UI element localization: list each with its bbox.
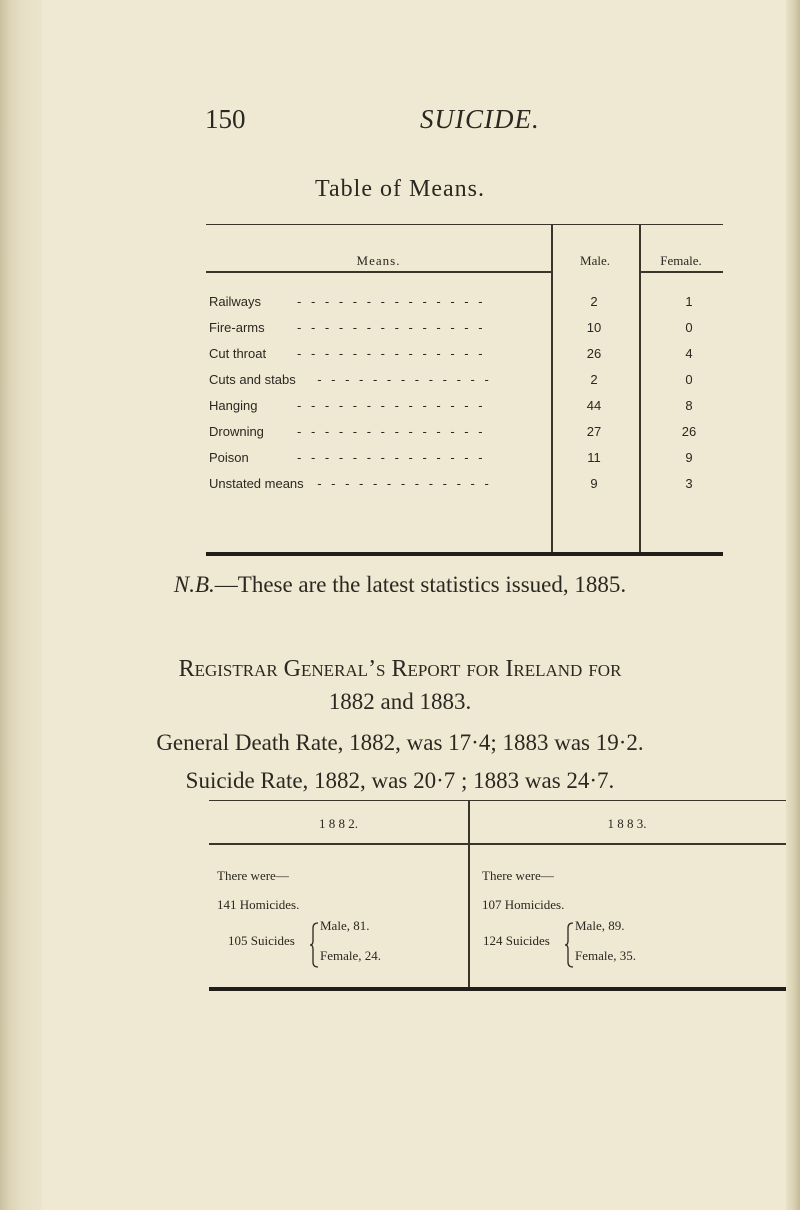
row-label: Cuts and stabs bbox=[209, 372, 296, 387]
female-value: 9 bbox=[685, 450, 693, 465]
dash-leader: - - - - - - - - - - - - - - bbox=[297, 398, 486, 413]
female-value: 8 bbox=[685, 398, 693, 413]
year-table bbox=[209, 800, 786, 991]
row-label: Fire-arms bbox=[209, 320, 265, 335]
table-row bbox=[209, 372, 721, 392]
table-title-prefix: Table of bbox=[315, 176, 402, 202]
male-value: 26 bbox=[586, 346, 602, 361]
male-value: 2 bbox=[590, 294, 598, 309]
male-value: 44 bbox=[586, 398, 602, 413]
female-value: 0 bbox=[685, 320, 693, 335]
male-value: 9 bbox=[590, 476, 598, 491]
table-row bbox=[209, 320, 721, 340]
dash-leader: - - - - - - - - - - - - - bbox=[317, 476, 492, 491]
male-value: 27 bbox=[586, 424, 602, 439]
female-value: 3 bbox=[685, 476, 693, 491]
table-row bbox=[209, 450, 721, 470]
header-female: Female. bbox=[660, 253, 702, 268]
female-value: 1 bbox=[685, 294, 693, 309]
homicides-1883: 107 Homicides. bbox=[482, 897, 565, 912]
dash-leader: - - - - - - - - - - - - - bbox=[317, 372, 492, 387]
male-value: 10 bbox=[586, 320, 602, 335]
suicides-1883: 124 Suicides bbox=[483, 933, 550, 948]
header-rule bbox=[206, 271, 551, 273]
registrar-heading-line1 bbox=[0, 656, 800, 683]
male-1883: Male, 89. bbox=[575, 918, 625, 933]
female-value: 0 bbox=[685, 372, 693, 387]
brace-1882 bbox=[309, 922, 319, 968]
male-value: 11 bbox=[587, 450, 601, 465]
suicides-1882: 105 Suicides bbox=[228, 933, 295, 948]
female-1883: Female, 35. bbox=[575, 948, 637, 963]
table-row bbox=[209, 476, 721, 496]
female-value: 4 bbox=[685, 346, 693, 361]
page-number: 150 bbox=[205, 104, 246, 134]
note-prefix: N.B. bbox=[173, 572, 215, 597]
header-means: Means. bbox=[356, 253, 401, 268]
homicides-1882: 141 Homicides. bbox=[217, 897, 300, 912]
header-rule bbox=[639, 271, 723, 273]
male-value: 2 bbox=[590, 372, 598, 387]
registrar-heading-line2: 1882 and 1883. bbox=[328, 689, 472, 714]
brace-1883 bbox=[564, 922, 574, 968]
female-1882: Female, 24. bbox=[320, 948, 382, 963]
note-text: —These are the latest statistics issued, 1885. bbox=[214, 572, 627, 597]
table-title bbox=[0, 176, 800, 203]
means-table bbox=[206, 224, 723, 556]
row-label: Drowning bbox=[209, 424, 264, 439]
table-row bbox=[209, 398, 721, 418]
running-title: SUICIDE. bbox=[420, 104, 540, 134]
dash-leader: - - - - - - - - - - - - - - bbox=[297, 294, 486, 309]
registrar-heading: Registrar General’s Report for Ireland for bbox=[178, 656, 622, 682]
note bbox=[0, 572, 800, 598]
row-label: Hanging bbox=[209, 398, 258, 413]
table-row bbox=[209, 346, 721, 366]
row-label: Cut throat bbox=[209, 346, 267, 361]
table-title-main: Means. bbox=[408, 176, 485, 202]
male-1882: Male, 81. bbox=[320, 918, 370, 933]
header-male: Male. bbox=[580, 253, 610, 268]
header-rule bbox=[209, 843, 786, 845]
dash-leader: - - - - - - - - - - - - - - bbox=[297, 346, 486, 361]
there-were-1882: There were— bbox=[217, 868, 289, 883]
table-row bbox=[209, 424, 721, 444]
row-label: Railways bbox=[209, 294, 262, 309]
female-value: 26 bbox=[681, 424, 697, 439]
there-were-1883: There were— bbox=[482, 868, 554, 883]
year-1882: 1 8 8 2. bbox=[319, 816, 358, 831]
dash-leader: - - - - - - - - - - - - - - bbox=[297, 320, 486, 335]
row-label: Unstated means bbox=[209, 476, 304, 491]
dash-leader: - - - - - - - - - - - - - - bbox=[297, 450, 486, 465]
suicide-rate-line: Suicide Rate, 1882, was 20·7 ; 1883 was 24·7. bbox=[185, 768, 615, 793]
table-row bbox=[209, 294, 721, 314]
row-label: Poison bbox=[209, 450, 249, 465]
dash-leader: - - - - - - - - - - - - - - bbox=[297, 424, 486, 439]
death-rate-line: General Death Rate, 1882, was 17·4; 1883 was 19·2. bbox=[156, 730, 644, 755]
year-1883: 1 8 8 3. bbox=[607, 816, 647, 831]
